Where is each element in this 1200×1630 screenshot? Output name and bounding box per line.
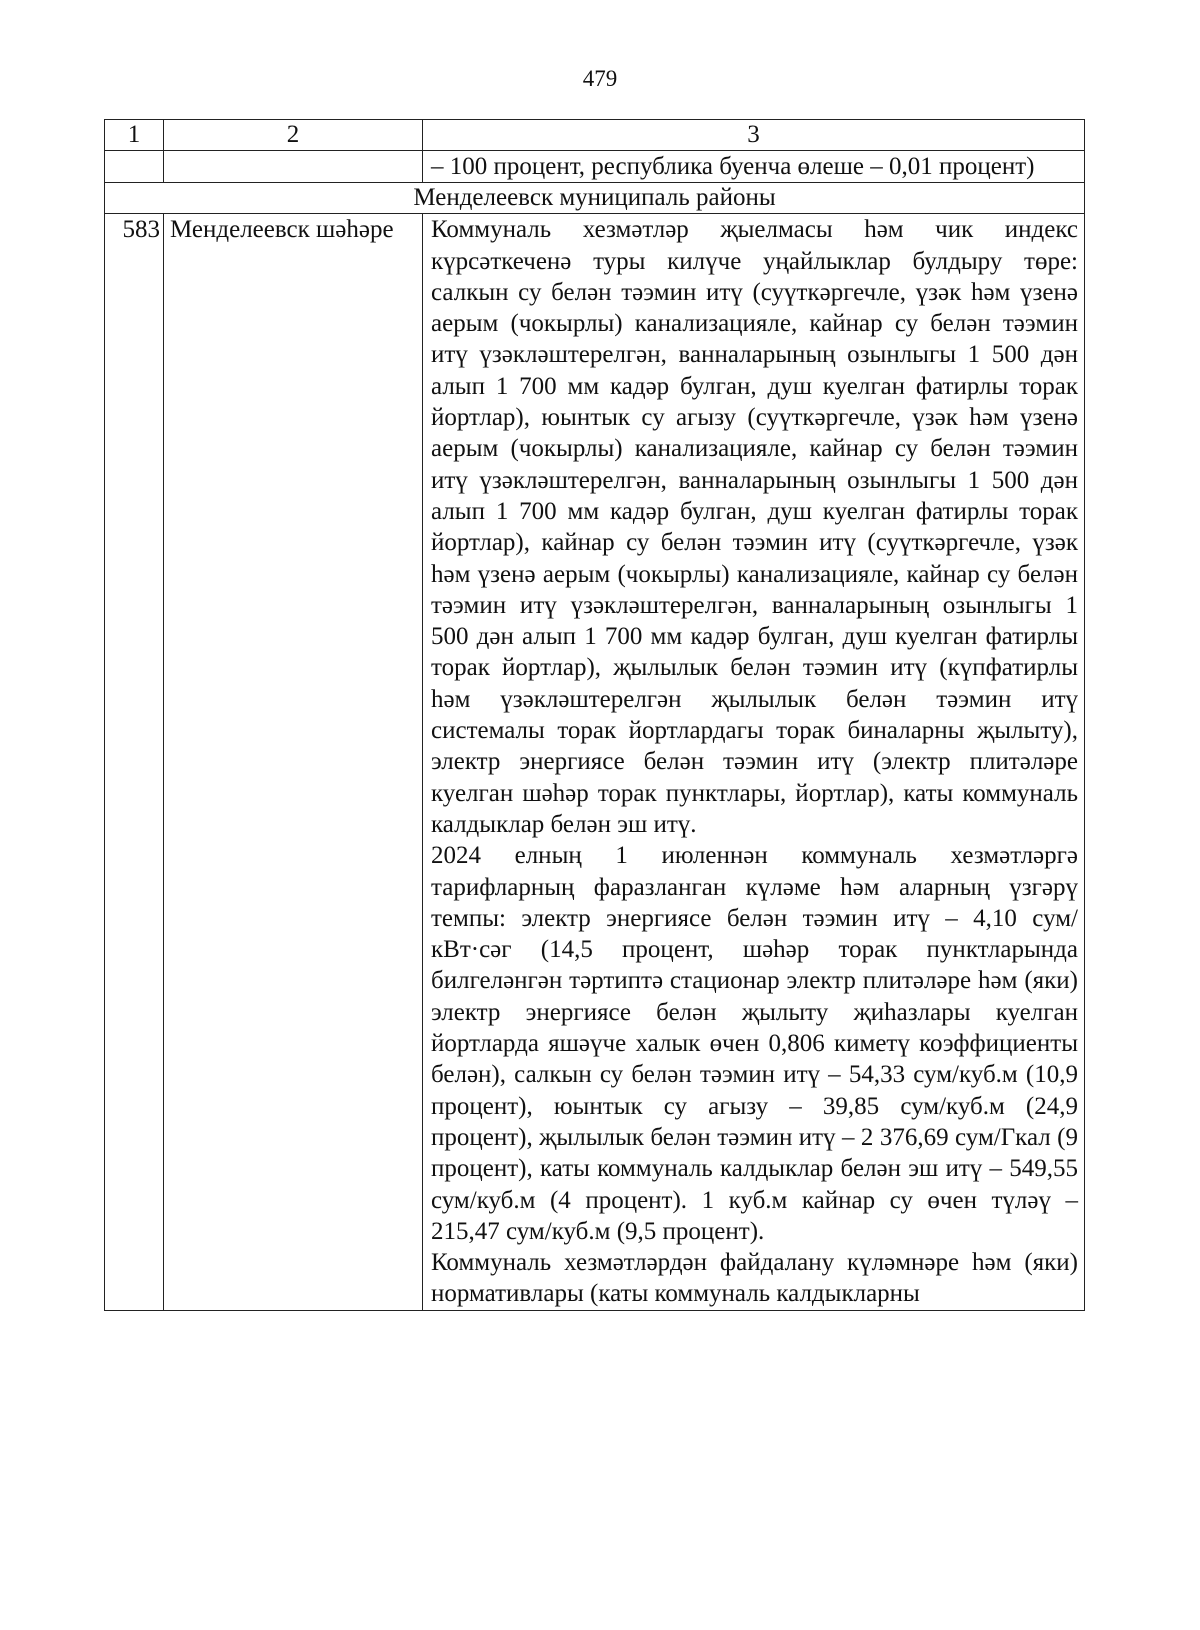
continuation-text: – 100 процент, республика буенча өлеше – 0,01 процент) — [423, 151, 1085, 183]
paragraph-tariffs: 2024 елның 1 июленнән коммуналь хезмәтләргә тарифларның фаразланган күләме һәм аларның үзгәрү темпы: электр энергиясе белән тәэмин итү – 4,10 сум/кВт·сәг (14,5 процент, шәһәр торак пунктларында билгеләнгән тәртиптә стационар электр плитәләре һәм (яки) электр энергиясе белән җылыту җиһазлары куелган йортларда яшәүче халык өчен 0,806 киметү коэффициенты белән), салкын су белән тәэмин итү – 54,33 сум/куб.м (10,9 процент), юынтык су агызу – 39,85 сум/куб.м (24,9 процент), җылылык белән тәэмин итү – 2 376,69 сум/Гкал (9 процент), каты коммуналь калдыклар белән эш итү – 549,55 сум/куб.м (4 процент). 1 куб.м кайнар су өчен түләү – 215,47 сум/куб.м (9,5 процент). — [431, 842, 1078, 1245]
page-number: 479 — [582, 66, 618, 91]
tariff-table — [104, 119, 1085, 1311]
paragraph-consumption: Коммуналь хезмәтләрдән файдалану күләмнәре һәм (яки) нормативлары (каты коммуналь калдыкларны — [431, 1249, 1078, 1308]
row-number: 583 — [105, 214, 164, 1310]
paragraph-utility-services: Коммуналь хезмәтләр җыелмасы һәм чик индекс күрсәткеченә туры килүче уңайлыклар булдыру төре: салкын су белән тәэмин итү (суүткәргечле, үзәк һәм үзенә аерым (чокырлы) канализацияле, кайнар су белән тәэмин итү үзәкләштерелгән, ванналарының озынлыгы 1 500 дән алып 1 700 мм кадәр булган, душ куелган фатирлы торак йортлар), юынтык су агызу (суүткәргечле, үзәк һәм үзенә аерым (чокырлы) канализацияле, кайнар су белән тәэмин итү үзәкләштерелгән, ванналарының озынлыгы 1 500 дән алып 1 700 мм кадәр булган, душ куелган фатирлы торак йортлар), кайнар су белән тәэмин итү (суүткәргечле, үзәк һәм үзенә аерым (чокырлы) канализацияле, кайнар су белән тәэмин итү үзәкләштерелгән, ванналарының озынлыгы 1 500 дән алып 1 700 мм кадәр булган, душ куелган фатирлы торак йортлар), җылылык белән тәэмин итү (күпфатирлы һәм үзәкләштерелгән җылылык белән тәэмин итү системалы торак йортлардагы торак биналарны җылыту), электр энергиясе белән тәэмин итү (электр плитәләре куелган шәһәр торак пунктлары, йортлар), каты коммуналь калдыклар белән эш итү. — [431, 216, 1078, 838]
column-header-1: 1 — [105, 120, 164, 151]
continuation-row — [105, 151, 1085, 183]
continuation-num — [105, 151, 164, 183]
section-title: Менделеевск муниципаль районы — [105, 183, 1085, 214]
column-header-2: 2 — [164, 120, 423, 151]
table-row — [105, 214, 1085, 1310]
continuation-name — [164, 151, 423, 183]
row-description — [423, 214, 1085, 1310]
column-header-3: 3 — [423, 120, 1085, 151]
section-row — [105, 183, 1085, 214]
table-header-row — [105, 120, 1085, 151]
row-name: Менделеевск шәһәре — [164, 214, 423, 1310]
